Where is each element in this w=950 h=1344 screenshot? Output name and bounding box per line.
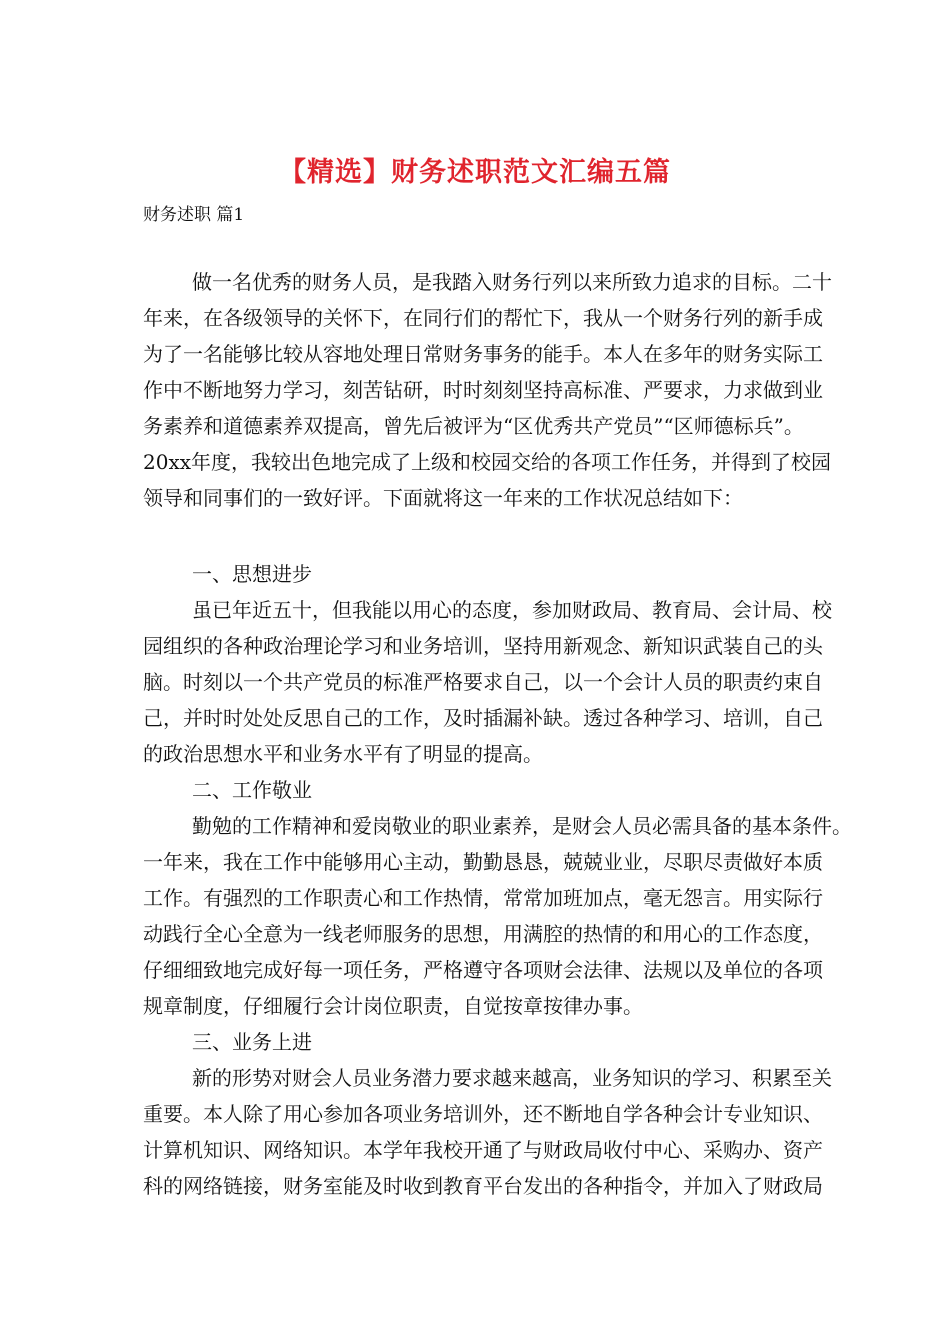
section-subtitle: 财务述职 篇1 [143, 205, 245, 225]
paragraph-line: 年来，在各级领导的关怀下，在同行们的帮忙下，我从一个财务行列的新手成 [143, 306, 823, 330]
paragraph-line: 工作。有强烈的工作职责心和工作热情，常常加班加点，毫无怨言。用实际行 [143, 886, 823, 910]
paragraph-line: 计算机知识、网络知识。本学年我校开通了与财政局收付中心、采购办、资产 [143, 1138, 823, 1162]
paragraph-line: 己，并时时处处反思自己的工作，及时插漏补缺。透过各种学习、培训，自己 [143, 706, 823, 730]
paragraph-line: 的政治思想水平和业务水平有了明显的提高。 [143, 742, 543, 766]
paragraph-line: 脑。时刻以一个共产党员的标准严格要求自己，以一个会计人员的职责约束自 [143, 670, 823, 694]
section-heading: 三、业务上进 [192, 1030, 312, 1054]
paragraph-line: 做一名优秀的财务人员，是我踏入财务行列以来所致力追求的目标。二十 [192, 270, 832, 294]
paragraph-line: 为了一名能够比较从容地处理日常财务事务的能手。本人在多年的财务实际工 [143, 342, 823, 366]
paragraph-line: 科的网络链接，财务室能及时收到教育平台发出的各种指令，并加入了财政局 [143, 1174, 823, 1198]
paragraph-line: 动践行全心全意为一线老师服务的思想，用满腔的热情的和用心的工作态度， [143, 922, 823, 946]
paragraph-line: 仔细细致地完成好每一项任务，严格遵守各项财会法律、法规以及单位的各项 [143, 958, 823, 982]
section-heading: 二、工作敬业 [192, 778, 312, 802]
paragraph-line: 规章制度，仔细履行会计岗位职责，自觉按章按律办事。 [143, 994, 643, 1018]
paragraph-line: 领导和同事们的一致好评。下面就将这一年来的工作状况总结如下： [143, 486, 743, 510]
paragraph-line: 勤勉的工作精神和爱岗敬业的职业素养，是财会人员必需具备的基本条件。 [192, 814, 852, 838]
paragraph-line: 20xx年度，我较出色地完成了上级和校园交给的各项工作任务，并得到了校园 [143, 450, 832, 474]
paragraph-line: 新的形势对财会人员业务潜力要求越来越高，业务知识的学习、积累至关 [192, 1066, 832, 1090]
section-heading: 一、思想进步 [192, 562, 312, 586]
paragraph-line: 虽已年近五十，但我能以用心的态度，参加财政局、教育局、会计局、校 [192, 598, 832, 622]
paragraph-line: 园组织的各种政治理论学习和业务培训，坚持用新观念、新知识武装自己的头 [143, 634, 823, 658]
paragraph-line: 作中不断地努力学习，刻苦钻研，时时刻刻坚持高标准、严要求，力求做到业 [143, 378, 823, 402]
paragraph-line: 重要。本人除了用心参加各项业务培训外，还不断地自学各种会计专业知识、 [143, 1102, 823, 1126]
paragraph-line: 一年来，我在工作中能够用心主动，勤勤恳恳，兢兢业业，尽职尽责做好本质 [143, 850, 823, 874]
paragraph-line: 务素养和道德素养双提高，曾先后被评为“区优秀共产党员”“区师德标兵”。 [143, 414, 804, 438]
document-title: 【精选】财务述职范文汇编五篇 [279, 157, 671, 188]
